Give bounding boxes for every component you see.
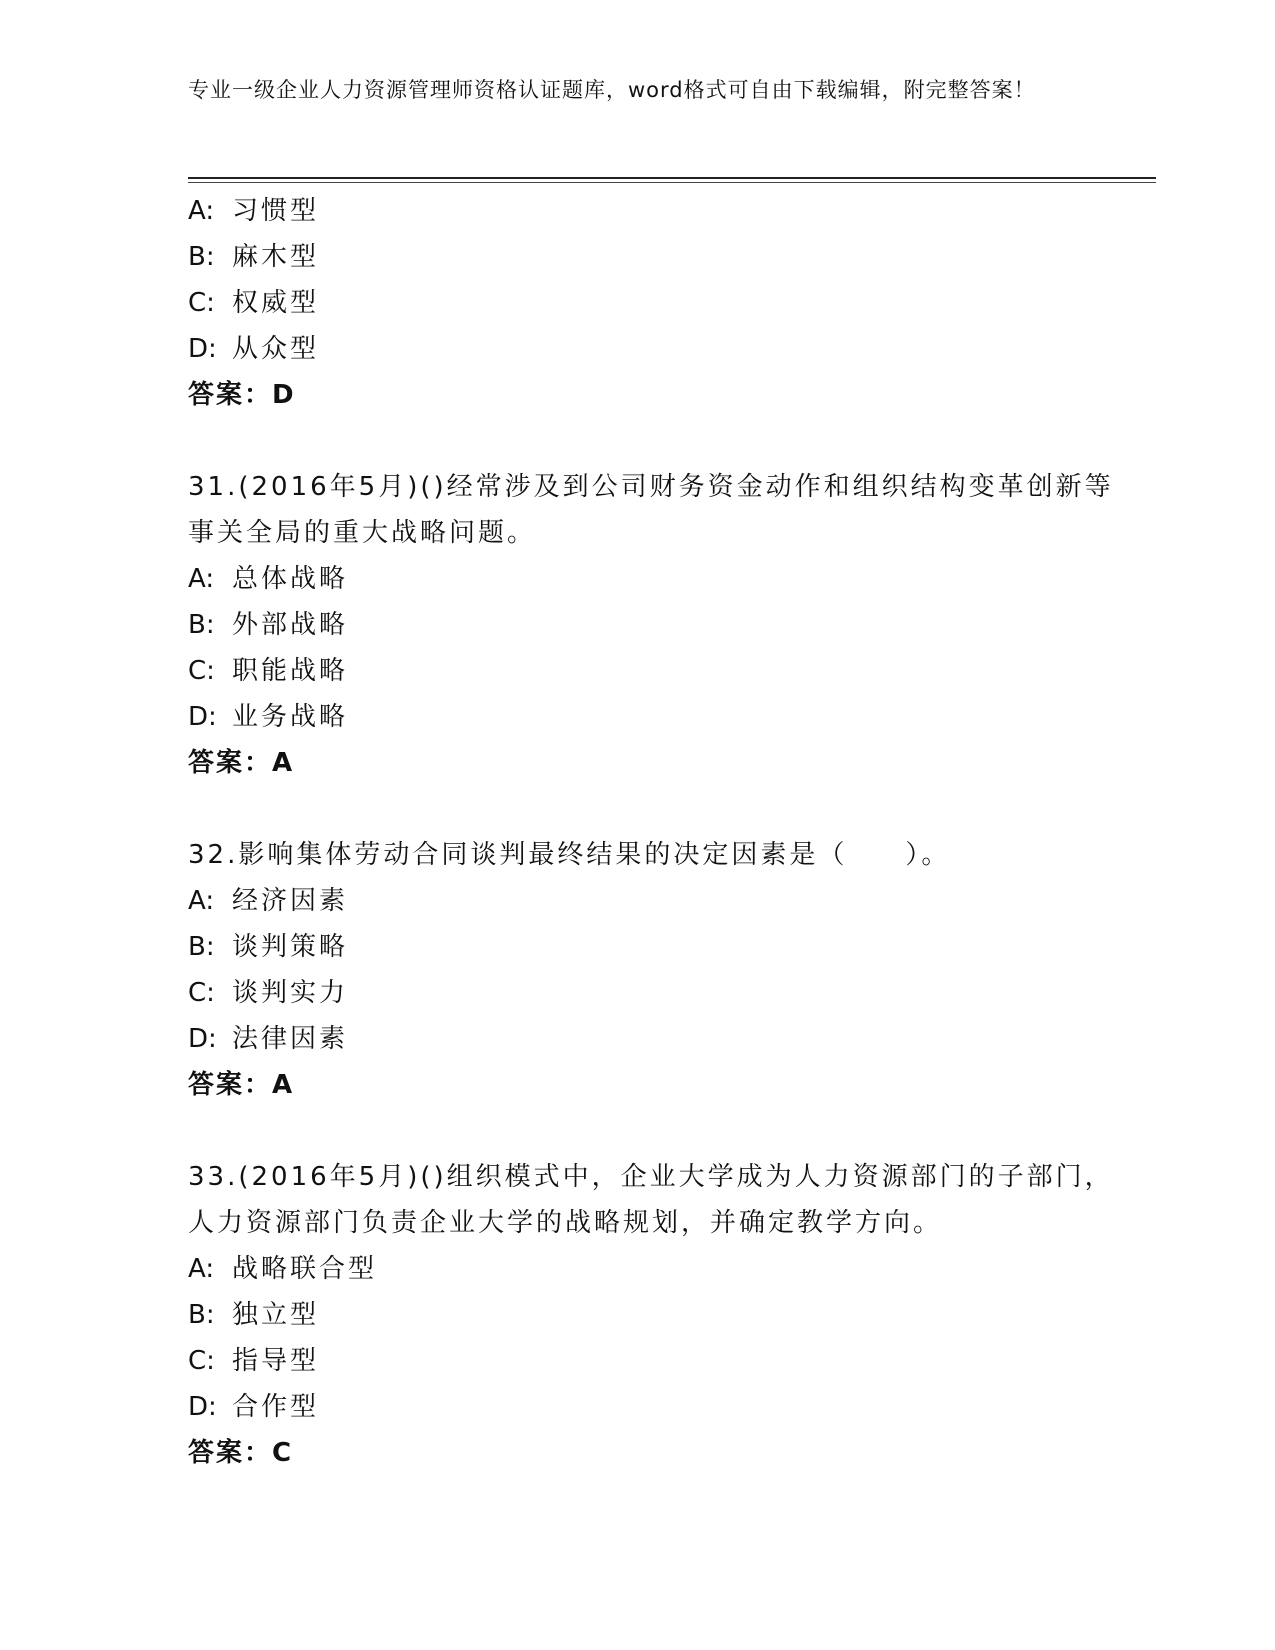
answer-line: 答案：A xyxy=(188,748,295,778)
question-block-31 xyxy=(188,464,1118,786)
option-b: B: 麻木型 xyxy=(188,242,320,272)
question-block-33 xyxy=(188,1154,1118,1476)
answer-line: 答案：A xyxy=(188,1070,295,1100)
question-list xyxy=(188,188,1118,1476)
option-d: D: 合作型 xyxy=(188,1392,320,1422)
option-c: C: 谈判实力 xyxy=(188,978,349,1008)
question-block-32 xyxy=(188,832,1118,1108)
option-c: C: 指导型 xyxy=(188,1346,320,1376)
option-d: D: 从众型 xyxy=(188,334,320,364)
answer-line: 答案：C xyxy=(188,1438,294,1468)
header-rule-thick xyxy=(188,177,1156,179)
document-header: 专业一级企业人力资源管理师资格认证题库，word格式可自由下载编辑，附完整答案！ xyxy=(188,78,1036,102)
header-rule-thin xyxy=(188,182,1156,183)
option-c: C: 职能战略 xyxy=(188,656,349,686)
question-block-prev xyxy=(188,188,1118,418)
option-b: B: 独立型 xyxy=(188,1300,320,1330)
question-text: 32.影响集体劳动合同谈判最终结果的决定因素是（ ）。 xyxy=(188,840,951,870)
option-a: A: 经济因素 xyxy=(188,886,349,916)
option-b: B: 外部战略 xyxy=(188,610,349,640)
option-d: D: 业务战略 xyxy=(188,702,349,732)
option-a: A: 总体战略 xyxy=(188,564,349,594)
option-a: A: 战略联合型 xyxy=(188,1254,378,1284)
option-d: D: 法律因素 xyxy=(188,1024,349,1054)
option-c: C: 权威型 xyxy=(188,288,320,318)
question-text: 33.(2016年5月)()组织模式中，企业大学成为人力资源部门的子部门，人力资源部门负责企业大学的战略规划，并确定教学方向。 xyxy=(188,1162,1114,1238)
option-b: B: 谈判策略 xyxy=(188,932,349,962)
option-a: A: 习惯型 xyxy=(188,196,320,226)
answer-line: 答案：D xyxy=(188,380,296,410)
question-text: 31.(2016年5月)()经常涉及到公司财务资金动作和组织结构变革创新等事关全局的重大战略问题。 xyxy=(188,472,1114,548)
